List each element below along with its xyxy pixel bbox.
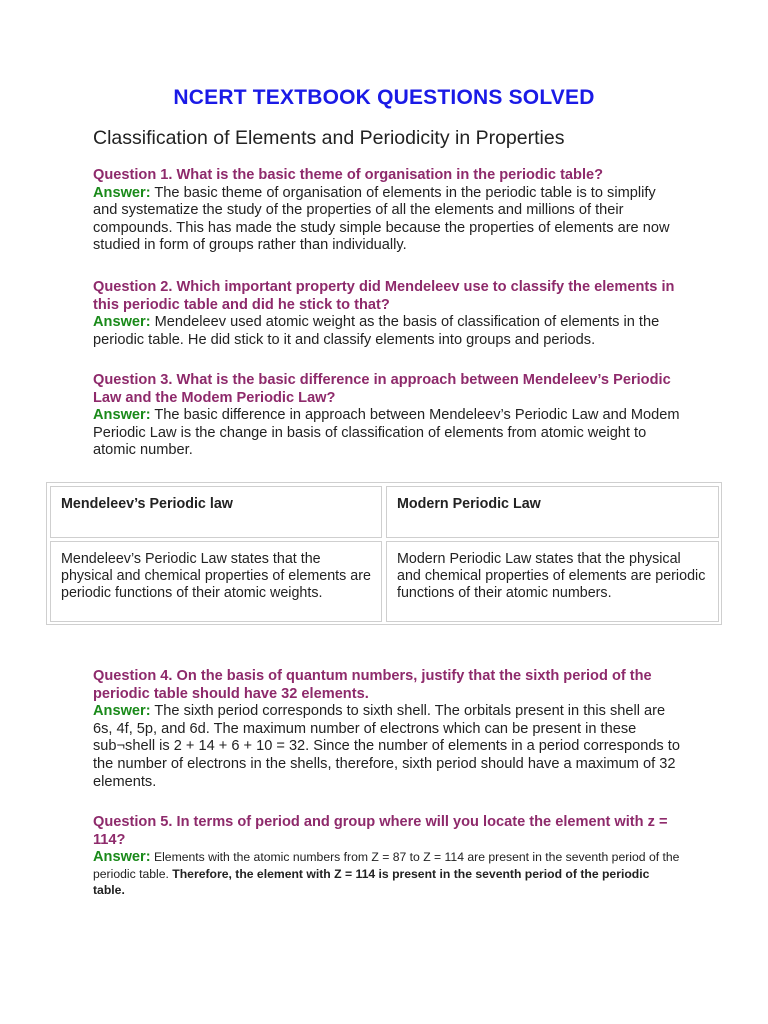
page-title: NCERT TEXTBOOK QUESTIONS SOLVED bbox=[173, 86, 595, 109]
question-text: Question 3. What is the basic difference in approach between Mendeleev’s Periodic Law and the Modem Periodic Law? bbox=[93, 372, 671, 406]
table-header-cell: Mendeleev’s Periodic law bbox=[50, 486, 382, 538]
chapter-subtitle: Classification of Elements and Periodicity in Properties bbox=[93, 127, 565, 149]
table-header-cell: Modern Periodic Law bbox=[386, 486, 719, 538]
question-text: Question 5. In terms of period and group where will you locate the element with z = 114? bbox=[93, 814, 668, 848]
answer-label: Answer: bbox=[93, 703, 151, 720]
answer-label: Answer: bbox=[93, 314, 151, 331]
answer-text: The sixth period corresponds to sixth shell. The orbitals present in this shell are 6s, 4f, 5p, and 6d. The maximum number of electrons which can be present in these sub¬shell is 2 + 14 + 6 + 10 = 32. Since the number of elements in a period corresponds to the number of electrons in the shells, therefore, sixth period should have a maximum of 32 elements. bbox=[93, 703, 680, 790]
qa-block-1 bbox=[93, 167, 683, 255]
comparison-table bbox=[46, 482, 722, 625]
qa-block-2 bbox=[93, 279, 683, 349]
question-text: Question 2. Which important property did Mendeleev use to classify the elements in this periodic table and did he stick to that? bbox=[93, 279, 675, 313]
answer-label: Answer: bbox=[93, 184, 151, 201]
qa-block-5 bbox=[93, 814, 683, 899]
question-text: Question 1. What is the basic theme of organisation in the periodic table? bbox=[93, 167, 604, 183]
table-cell: Modern Periodic Law states that the physical and chemical properties of elements are periodic functions of their atomic numbers. bbox=[386, 541, 719, 622]
answer-conclusion: Therefore, the element with Z = 114 is present in the seventh period of the periodic table. bbox=[93, 866, 650, 898]
answer-label: Answer: bbox=[93, 407, 151, 424]
answer-text: Elements with the atomic numbers from Z = 87 to Z = 114 are present in the seventh period of the periodic table. bbox=[93, 850, 680, 881]
answer-text: The basic theme of organisation of elements in the periodic table is to simplify and systematize the study of the properties of all the elements and millions of their compounds. This has made the study simple because the properties of elements are now studied in form of groups rather than individually. bbox=[93, 184, 670, 254]
answer-text: Mendeleev used atomic weight as the basis of classification of elements in the periodic table. He did stick to it and classify elements into groups and periods. bbox=[93, 314, 660, 348]
question-text: Question 4. On the basis of quantum numbers, justify that the sixth period of the periodic table should have 32 elements. bbox=[93, 668, 652, 702]
qa-block-3 bbox=[93, 372, 683, 460]
answer-label: Answer: bbox=[93, 849, 151, 866]
qa-block-4 bbox=[93, 668, 683, 791]
answer-text: The basic difference in approach between Mendeleev’s Periodic Law and Modem Periodic Law is the change in basis of classification of elements from atomic weight to atomic number. bbox=[93, 407, 680, 459]
table-cell: Mendeleev’s Periodic Law states that the physical and chemical properties of elements are periodic functions of their atomic weights. bbox=[50, 541, 382, 622]
